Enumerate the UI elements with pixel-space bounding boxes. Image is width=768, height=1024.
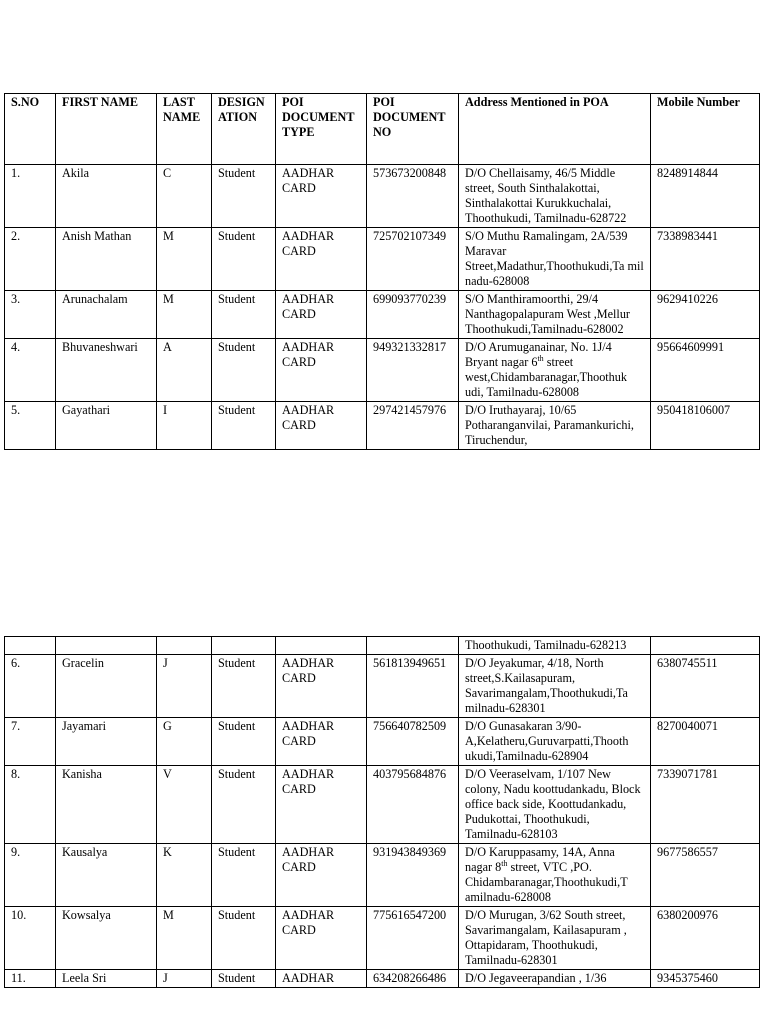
cell-last-name: A — [157, 339, 212, 402]
cell-designation: Student — [212, 655, 276, 718]
table-row — [5, 165, 760, 228]
cell-last-name: M — [157, 291, 212, 339]
cell-poi-type: AADHAR CARD — [276, 228, 367, 291]
cell-mobile: 7339071781 — [651, 766, 760, 844]
cell-last-name: M — [157, 907, 212, 970]
cell-poi-no: 403795684876 — [367, 766, 459, 844]
cell-mobile: 9677586557 — [651, 844, 760, 907]
table-row — [5, 766, 760, 844]
cell-designation: Student — [212, 402, 276, 450]
table-row — [5, 339, 760, 402]
cell-address: S/O Manthiramoorthi, 29/4 Nanthagopalapuram West ,Mellur Thoothukudi,Tamilnadu-628002 — [459, 291, 651, 339]
cell-first-name: Bhuvaneshwari — [56, 339, 157, 402]
students-table-page2 — [4, 636, 760, 988]
ordinal-suffix: th — [501, 858, 508, 868]
cell-sno: 10. — [5, 907, 56, 970]
cell-sno: 4. — [5, 339, 56, 402]
cell-empty — [367, 637, 459, 655]
cell-designation: Student — [212, 339, 276, 402]
cell-poi-no: 931943849369 — [367, 844, 459, 907]
cell-mobile: 9629410226 — [651, 291, 760, 339]
cell-last-name: M — [157, 228, 212, 291]
cell-designation: Student — [212, 907, 276, 970]
cell-poi-no: 775616547200 — [367, 907, 459, 970]
cell-first-name: Arunachalam — [56, 291, 157, 339]
cell-sno: 2. — [5, 228, 56, 291]
cell-last-name: K — [157, 844, 212, 907]
address-text: D/O Arumuganainar, No. 1J/4 Bryant nagar 6 — [465, 340, 612, 369]
cell-last-name: G — [157, 718, 212, 766]
address-text: street west,Chidambaranagar,Thoothuk udi, Tamilnadu-628008 — [465, 355, 627, 399]
cell-mobile: 8248914844 — [651, 165, 760, 228]
cell-address: D/O Jeyakumar, 4/18, North street,S.Kailasapuram, Savarimangalam,Thoothukudi,Ta milnadu-628301 — [459, 655, 651, 718]
cell-designation: Student — [212, 766, 276, 844]
cell-sno: 11. — [5, 970, 56, 988]
cell-poi-no: 949321332817 — [367, 339, 459, 402]
ordinal-suffix: th — [537, 353, 544, 363]
cell-address: D/O Gunasakaran 3/90- A,Kelatheru,Guruvarpatti,Thooth ukudi,Tamilnadu-628904 — [459, 718, 651, 766]
cell-empty — [651, 637, 760, 655]
cell-poi-type: AADHAR — [276, 970, 367, 988]
cell-mobile: 8270040071 — [651, 718, 760, 766]
cell-address: Thoothukudi, Tamilnadu-628213 — [459, 637, 651, 655]
students-table-page1 — [4, 93, 760, 450]
cell-designation: Student — [212, 291, 276, 339]
cell-first-name: Kausalya — [56, 844, 157, 907]
cell-address: D/O Murugan, 3/62 South street, Savarimangalam, Kailasapuram , Ottapidaram, Thoothukudi, Tamilnadu-628301 — [459, 907, 651, 970]
cell-mobile: 6380200976 — [651, 907, 760, 970]
table-row — [5, 291, 760, 339]
cell-last-name: J — [157, 655, 212, 718]
cell-last-name: C — [157, 165, 212, 228]
cell-sno: 3. — [5, 291, 56, 339]
cell-address: D/O Iruthayaraj, 10/65 Potharanganvilai, Paramankurichi, Tiruchendur, — [459, 402, 651, 450]
cell-poi-type: AADHAR CARD — [276, 844, 367, 907]
cell-sno: 8. — [5, 766, 56, 844]
header-sno: S.NO — [5, 94, 56, 165]
cell-mobile: 950418106007 — [651, 402, 760, 450]
cell-poi-no: 297421457976 — [367, 402, 459, 450]
header-first-name: FIRST NAME — [56, 94, 157, 165]
cell-sno: 9. — [5, 844, 56, 907]
cell-poi-type: AADHAR CARD — [276, 402, 367, 450]
header-last-name: LAST NAME — [157, 94, 212, 165]
cell-sno: 7. — [5, 718, 56, 766]
cell-address: D/O Chellaisamy, 46/5 Middle street, South Sinthalakottai, Sinthalakottai Kurukkuchalai, Thoothukudi, Tamilnadu-628722 — [459, 165, 651, 228]
table-row — [5, 655, 760, 718]
cell-poi-type: AADHAR CARD — [276, 655, 367, 718]
cell-designation: Student — [212, 165, 276, 228]
header-address: Address Mentioned in POA — [459, 94, 651, 165]
cell-first-name: Gracelin — [56, 655, 157, 718]
cell-empty — [157, 637, 212, 655]
cell-first-name: Gayathari — [56, 402, 157, 450]
cell-first-name: Kowsalya — [56, 907, 157, 970]
cell-address: D/O Veeraselvam, 1/107 New colony, Nadu koottudankadu, Block office back side, Koottudankadu, Pudukottai, Thoothukudi, Tamilnadu-628103 — [459, 766, 651, 844]
header-mobile: Mobile Number — [651, 94, 760, 165]
cell-empty — [56, 637, 157, 655]
cell-poi-type: AADHAR CARD — [276, 339, 367, 402]
cell-poi-no: 561813949651 — [367, 655, 459, 718]
cell-mobile: 95664609991 — [651, 339, 760, 402]
cell-mobile: 7338983441 — [651, 228, 760, 291]
cell-last-name: J — [157, 970, 212, 988]
cell-address: D/O Jegaveerapandian , 1/36 — [459, 970, 651, 988]
header-poi-no: POI DOCUMENT NO — [367, 94, 459, 165]
cell-sno: 1. — [5, 165, 56, 228]
cell-empty — [276, 637, 367, 655]
cell-empty — [5, 637, 56, 655]
cell-poi-type: AADHAR CARD — [276, 907, 367, 970]
cell-sno: 5. — [5, 402, 56, 450]
cell-last-name: V — [157, 766, 212, 844]
cell-address — [459, 339, 651, 402]
header-poi-type: POI DOCUMENT TYPE — [276, 94, 367, 165]
cell-first-name: Akila — [56, 165, 157, 228]
table-row — [5, 402, 760, 450]
table-row — [5, 844, 760, 907]
address-text: D/O Karuppasamy, 14A, Anna nagar 8 — [465, 845, 615, 874]
header-designation: DESIGN ATION — [212, 94, 276, 165]
cell-first-name: Leela Sri — [56, 970, 157, 988]
cell-designation: Student — [212, 228, 276, 291]
cell-designation: Student — [212, 718, 276, 766]
table-row — [5, 718, 760, 766]
cell-last-name: I — [157, 402, 212, 450]
cell-poi-no: 634208266486 — [367, 970, 459, 988]
cell-designation: Student — [212, 970, 276, 988]
table-header-row — [5, 94, 760, 165]
cell-poi-type: AADHAR CARD — [276, 291, 367, 339]
cell-first-name: Anish Mathan — [56, 228, 157, 291]
cell-address: S/O Muthu Ramalingam, 2A/539 Maravar Street,Madathur,Thoothukudi,Ta mil nadu-628008 — [459, 228, 651, 291]
cell-designation: Student — [212, 844, 276, 907]
cell-mobile: 9345375460 — [651, 970, 760, 988]
cell-poi-type: AADHAR CARD — [276, 165, 367, 228]
cell-first-name: Kanisha — [56, 766, 157, 844]
cell-mobile: 6380745511 — [651, 655, 760, 718]
address-text: street, VTC ,PO. Chidambaranagar,Thoothukudi,T amilnadu-628008 — [465, 860, 628, 904]
cell-first-name: Jayamari — [56, 718, 157, 766]
cell-address — [459, 844, 651, 907]
cell-poi-no: 573673200848 — [367, 165, 459, 228]
cell-poi-no: 756640782509 — [367, 718, 459, 766]
table-row — [5, 907, 760, 970]
cell-sno: 6. — [5, 655, 56, 718]
cell-poi-type: AADHAR CARD — [276, 718, 367, 766]
cell-empty — [212, 637, 276, 655]
cell-poi-no: 725702107349 — [367, 228, 459, 291]
table-row — [5, 228, 760, 291]
cell-poi-no: 699093770239 — [367, 291, 459, 339]
table-row — [5, 970, 760, 988]
cell-poi-type: AADHAR CARD — [276, 766, 367, 844]
table-row-continuation — [5, 637, 760, 655]
